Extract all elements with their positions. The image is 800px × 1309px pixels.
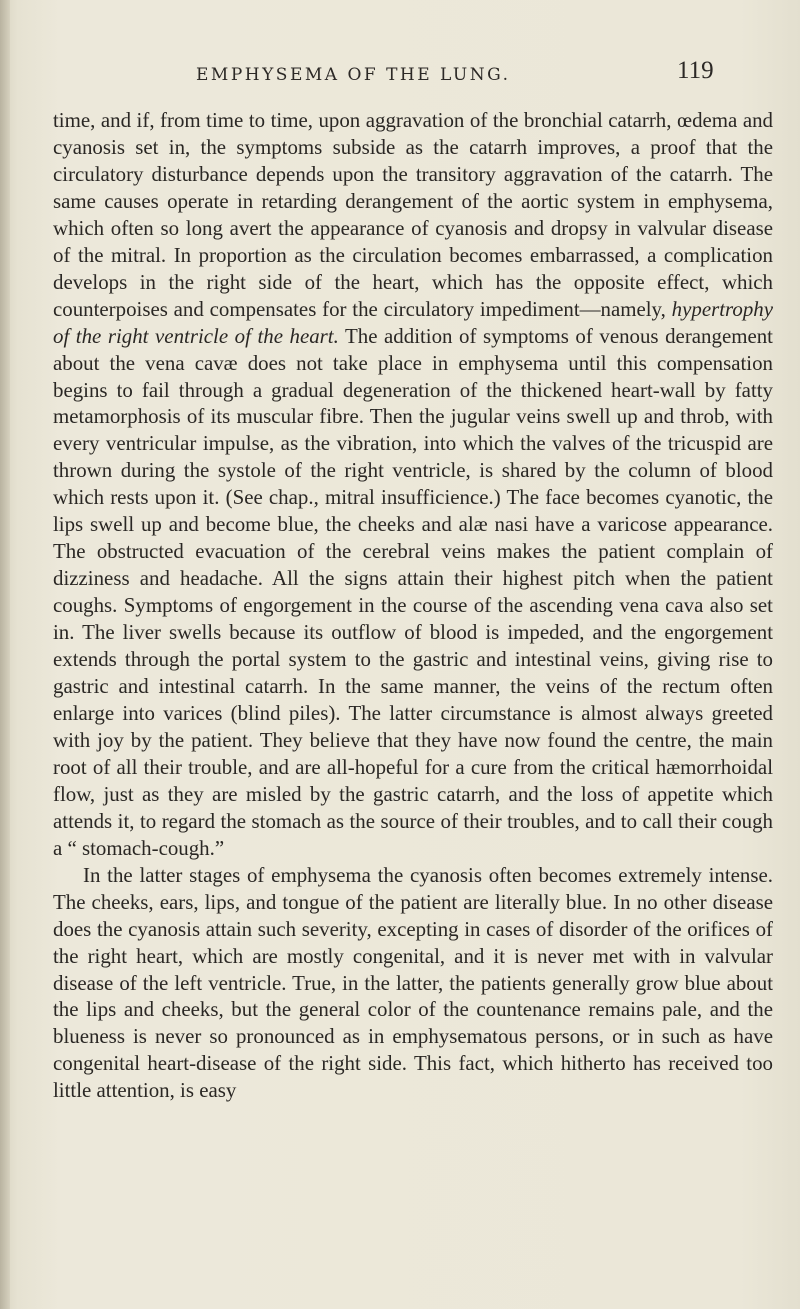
paragraph-2: In the latter stages of emphysema the cyanosis often becomes extremely intense. The cheeks, ears, lips, and tongue of the patient are literally blue. In no other disease does the cyanosis attain such severity, excepting in cases of disorder of the orifices of the right heart, which are mostly congenital, and it is never met with in valvular disease of the left ventricle. True, in the latter, the patients generally grow blue about the lips and cheeks, but the general color of the countenance remains pale, and the blueness is never so pronounced as in emphysematous persons, or in such as have congenital heart-disease of the right side. This fact, which hitherto has received too little attention, is easy (53, 862, 773, 1103)
running-head: EMPHYSEMA OF THE LUNG. (196, 65, 511, 85)
page-number: 119 (677, 57, 714, 84)
body-text (53, 107, 773, 1104)
paragraph-1 (53, 107, 773, 862)
paragraph-1-text-a: time, and if, from time to time, upon aggravation of the bronchial catarrh, œdema and cyanosis set in, the symptoms subside as the catarrh improves, a proof that the circulatory disturbance depends upon the transitory aggravation of the catarrh. The same causes operate in retarding derangement of the aortic system in emphysema, which often so long avert the appearance of cyanosis and dropsy in valvular disease of the mitral. In proportion as the circulation becomes embarrassed, a complication develops in the right side of the heart, which has the opposite effect, which counterpoises and compensates for the circulatory impediment—namely, (53, 108, 773, 321)
page-header (0, 55, 800, 91)
binding-gutter (0, 0, 10, 1309)
paragraph-1-text-b: The addition of symptoms of venous derangement about the vena cavæ does not take place in emphysema until this compensation begins to fail through a gradual degeneration of the thickened heart-wall by fatty metamorphosis of its muscular fibre. Then the jugular veins swell up and throb, with every ventricular impulse, as the vibration, into which the valves of the tricuspid are thrown during the systole of the right ventricle, is shared by the column of blood which rests upon it. (See chap., mitral insufficience.) The face becomes cyanotic, the lips swell up and become blue, the cheeks and alæ nasi have a varicose appearance. The obstructed evacuation of the cerebral veins makes the patient complain of dizziness and headache. All the signs attain their highest pitch when the patient coughs. Symptoms of engorgement in the course of the ascending vena cava also set in. The liver swells because its outflow of blood is impeded, and the engorgement extends through the portal system to the gastric and intestinal veins, giving rise to gastric and intestinal catarrh. In the same manner, the veins of the rectum often enlarge into varices (blind piles). The latter circumstance is almost always greeted with joy by the patient. They believe that they have now found the centre, the main root of all their trouble, and are all-hopeful for a cure from the critical hæmorrhoidal flow, just as they are misled by the gastric catarrh, and the loss of appetite which attends it, to regard the stomach as the source of their troubles, and to call their cough a “ stomach-cough.” (53, 323, 773, 860)
paragraph-1-emphasis: hypertrophy of the right ventricle of the heart. (53, 296, 773, 348)
